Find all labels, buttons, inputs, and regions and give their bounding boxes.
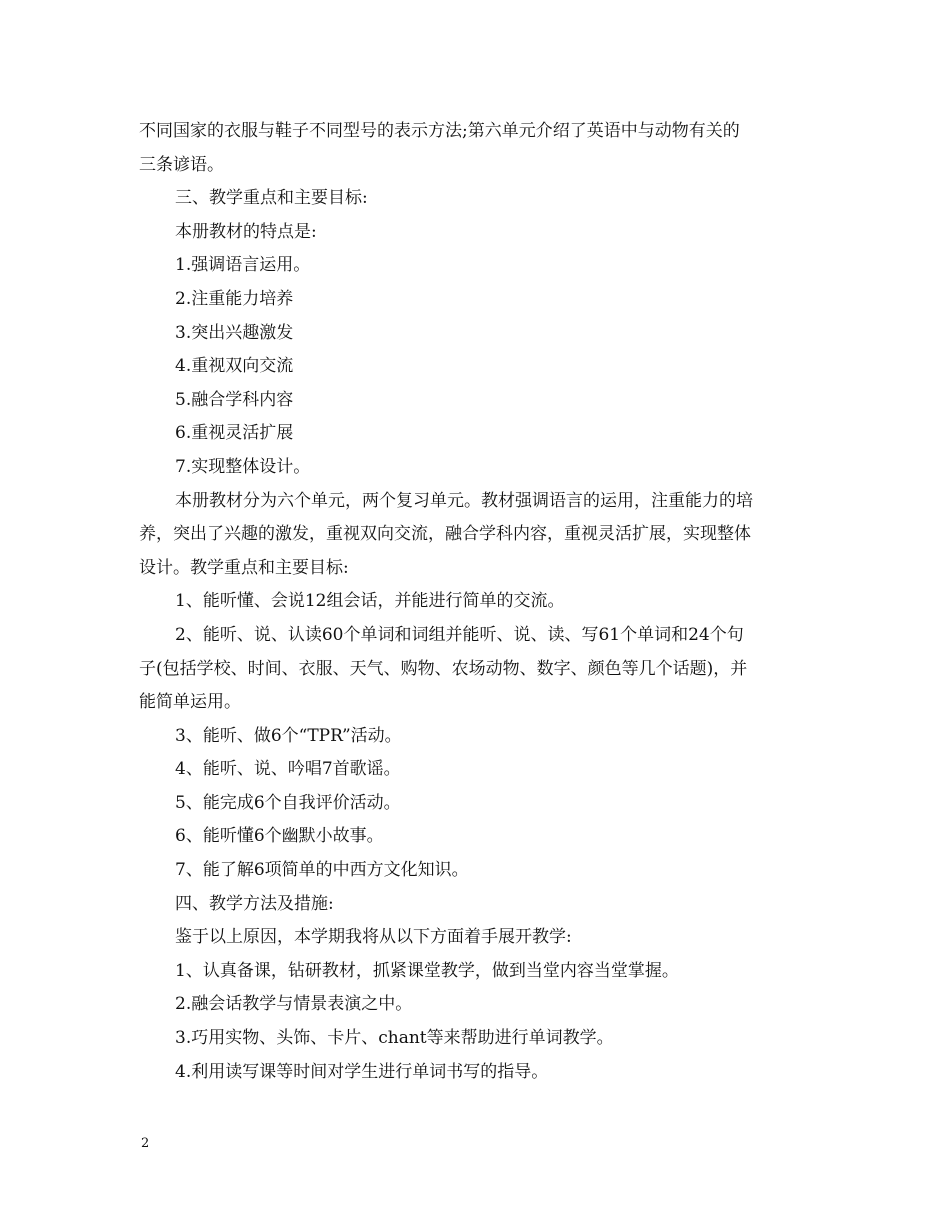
paragraph-line: 鉴于以上原因，本学期我将从以下方面着手展开教学: <box>175 927 572 948</box>
list-item: 3、能听、做6个“TPR”活动。 <box>175 725 402 746</box>
section-heading: 四、教学方法及措施: <box>175 893 334 914</box>
list-item: 2、能听、说、认读60个单词和词组并能听、说、读、写61个单词和24个句 <box>175 624 744 645</box>
document-body <box>139 115 819 1089</box>
paragraph-line: 不同国家的衣服与鞋子不同型号的表示方法;第六单元介绍了英语中与动物有关的 <box>139 121 740 141</box>
paragraph-line: 能简单运用。 <box>139 692 241 713</box>
list-item: 1.强调语言运用。 <box>175 255 311 276</box>
page-number: 2 <box>141 1136 150 1151</box>
list-item: 7、能了解6项简单的中西方文化知识。 <box>175 860 469 881</box>
paragraph-line: 设计。教学重点和主要目标: <box>139 557 349 578</box>
list-item: 4、能听、说、吟唱7首歌谣。 <box>175 759 401 780</box>
list-item: 4.重视双向交流 <box>175 356 294 377</box>
section-heading: 三、教学重点和主要目标: <box>175 188 368 209</box>
paragraph-line: 养，突出了兴趣的激发，重视双向交流，融合学科内容，重视灵活扩展，实现整体 <box>139 524 751 545</box>
list-item: 1、认真备课，钻研教材，抓紧课堂教学，做到当堂内容当堂掌握。 <box>175 960 679 981</box>
list-item: 2.融会话教学与情景表演之中。 <box>175 994 413 1015</box>
paragraph-line: 三条谚语。 <box>139 154 224 175</box>
list-item: 1、能听懂、会说12组会话，并能进行简单的交流。 <box>175 591 565 612</box>
list-item: 5、能完成6个自我评价活动。 <box>175 792 401 813</box>
list-item: 3.突出兴趣激发 <box>175 322 294 343</box>
list-item: 7.实现整体设计。 <box>175 456 311 477</box>
paragraph-line: 本册教材分为六个单元，两个复习单元。教材强调语言的运用，注重能力的培 <box>175 490 753 511</box>
paragraph-line: 子(包括学校、时间、衣服、天气、购物、农场动物、数字、颜色等几个话题)，并 <box>139 658 748 679</box>
list-item: 6.重视灵活扩展 <box>175 423 294 444</box>
list-item: 6、能听懂6个幽默小故事。 <box>175 826 384 847</box>
list-item: 2.注重能力培养 <box>175 288 294 309</box>
list-item: 4.利用读写课等时间对学生进行单词书写的指导。 <box>175 1061 549 1082</box>
list-item: 5.融合学科内容 <box>175 389 294 410</box>
paragraph-line: 本册教材的特点是: <box>175 221 317 242</box>
list-item: 3.巧用实物、头饰、卡片、chant等来帮助进行单词教学。 <box>175 1028 614 1049</box>
